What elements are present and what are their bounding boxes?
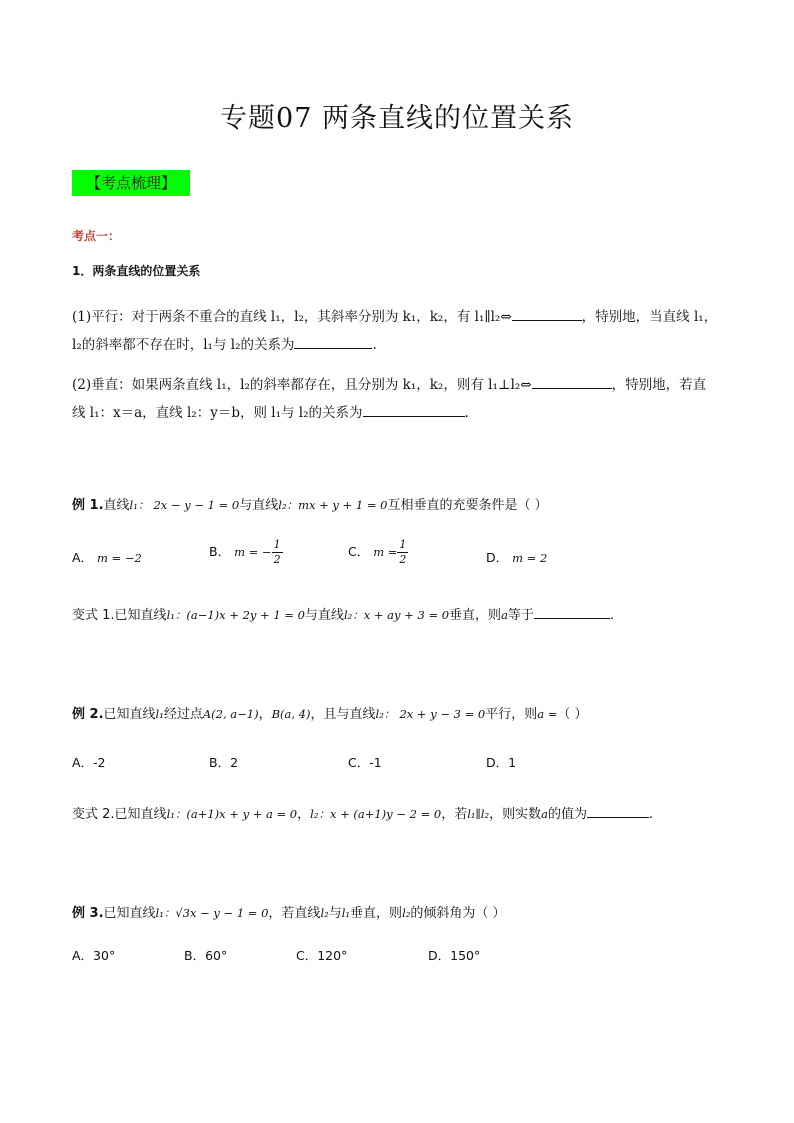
- blank-perp-condition[interactable]: [532, 376, 612, 389]
- example-2-option-c[interactable]: C．-1: [348, 755, 382, 770]
- kaodian-heading: 考点一：: [72, 229, 121, 243]
- blank-parallel-condition[interactable]: [512, 308, 582, 321]
- example-3-option-c[interactable]: C．120°: [296, 948, 348, 963]
- example-1-option-a[interactable]: A． m = −2: [72, 550, 142, 565]
- blank-perp-relation[interactable]: [363, 404, 465, 417]
- example-2-option-d[interactable]: D．1: [486, 755, 517, 770]
- parallel-line-1: (1)平行：对于两条不重合的直线 l₁，l₂，其斜率分别为 k₁，k₂，有 l₁∥l₂⇔ ，特别地，当直线 l₁，: [72, 309, 718, 325]
- example-3-option-b[interactable]: B．60°: [184, 948, 228, 963]
- variant-2-question: 变式 2.已知直线l₁：(a+1)x + y + a = 0，l₂：x + (a+1)y − 2 = 0，若l₁∥l₂，则实数a的值为 .: [72, 807, 654, 822]
- example-3-option-d[interactable]: D．150°: [428, 948, 481, 963]
- section-tag: 【考点梳理】: [72, 170, 190, 196]
- example-3-question: 例 3.已知直线l₁：√3x − y − 1 = 0，若直线l₂与l₁垂直，则l₂的倾斜角为（ ）: [72, 906, 506, 921]
- example-2-question: 例 2.已知直线l₁经过点A(2, a−1)，B(a, 4)，且与直线l₂： 2x + y − 3 = 0平行，则a =（ ）: [72, 707, 588, 722]
- variant-1-question: 变式 1.已知直线l₁：(a−1)x + 2y + 1 = 0与直线l₂：x + ay + 3 = 0垂直，则a等于 .: [72, 608, 615, 623]
- perp-line-1: (2)垂直：如果两条直线 l₁，l₂的斜率都存在，且分别为 k₁，k₂，则有 l₁⊥l₂⇔ ，特别地，若直: [72, 377, 707, 393]
- example-1-option-d[interactable]: D． m = 2: [486, 550, 548, 565]
- blank-parallel-relation[interactable]: [294, 336, 372, 349]
- example-2-option-b[interactable]: B．2: [209, 755, 239, 770]
- example-2-option-a[interactable]: A．-2: [72, 755, 106, 770]
- page-title: 专题07 两条直线的位置关系: [220, 103, 574, 134]
- blank-variant-2[interactable]: [587, 805, 649, 818]
- example-3-option-a[interactable]: A．30°: [72, 948, 116, 963]
- blank-variant-1[interactable]: [534, 606, 610, 619]
- perp-line-2: 线 l₁：x＝a，直线 l₂：y＝b，则 l₁与 l₂的关系为 .: [72, 405, 469, 421]
- example-1-option-b[interactable]: B． m = − $\frac{1}{2}$: [209, 538, 281, 566]
- parallel-line-2: l₂的斜率都不存在时，l₁与 l₂的关系为 .: [72, 337, 377, 353]
- section-heading: 1．两条直线的位置关系: [72, 264, 201, 278]
- example-1-option-c[interactable]: C． m = $\frac{1}{2}$: [348, 538, 407, 566]
- example-label: 例 1.: [72, 498, 104, 513]
- example-1-question: 例 1.直线l₁： 2x − y − 1 = 0与直线l₂：mx + y + 1 = 0互相垂直的充要条件是（ ）: [72, 498, 548, 513]
